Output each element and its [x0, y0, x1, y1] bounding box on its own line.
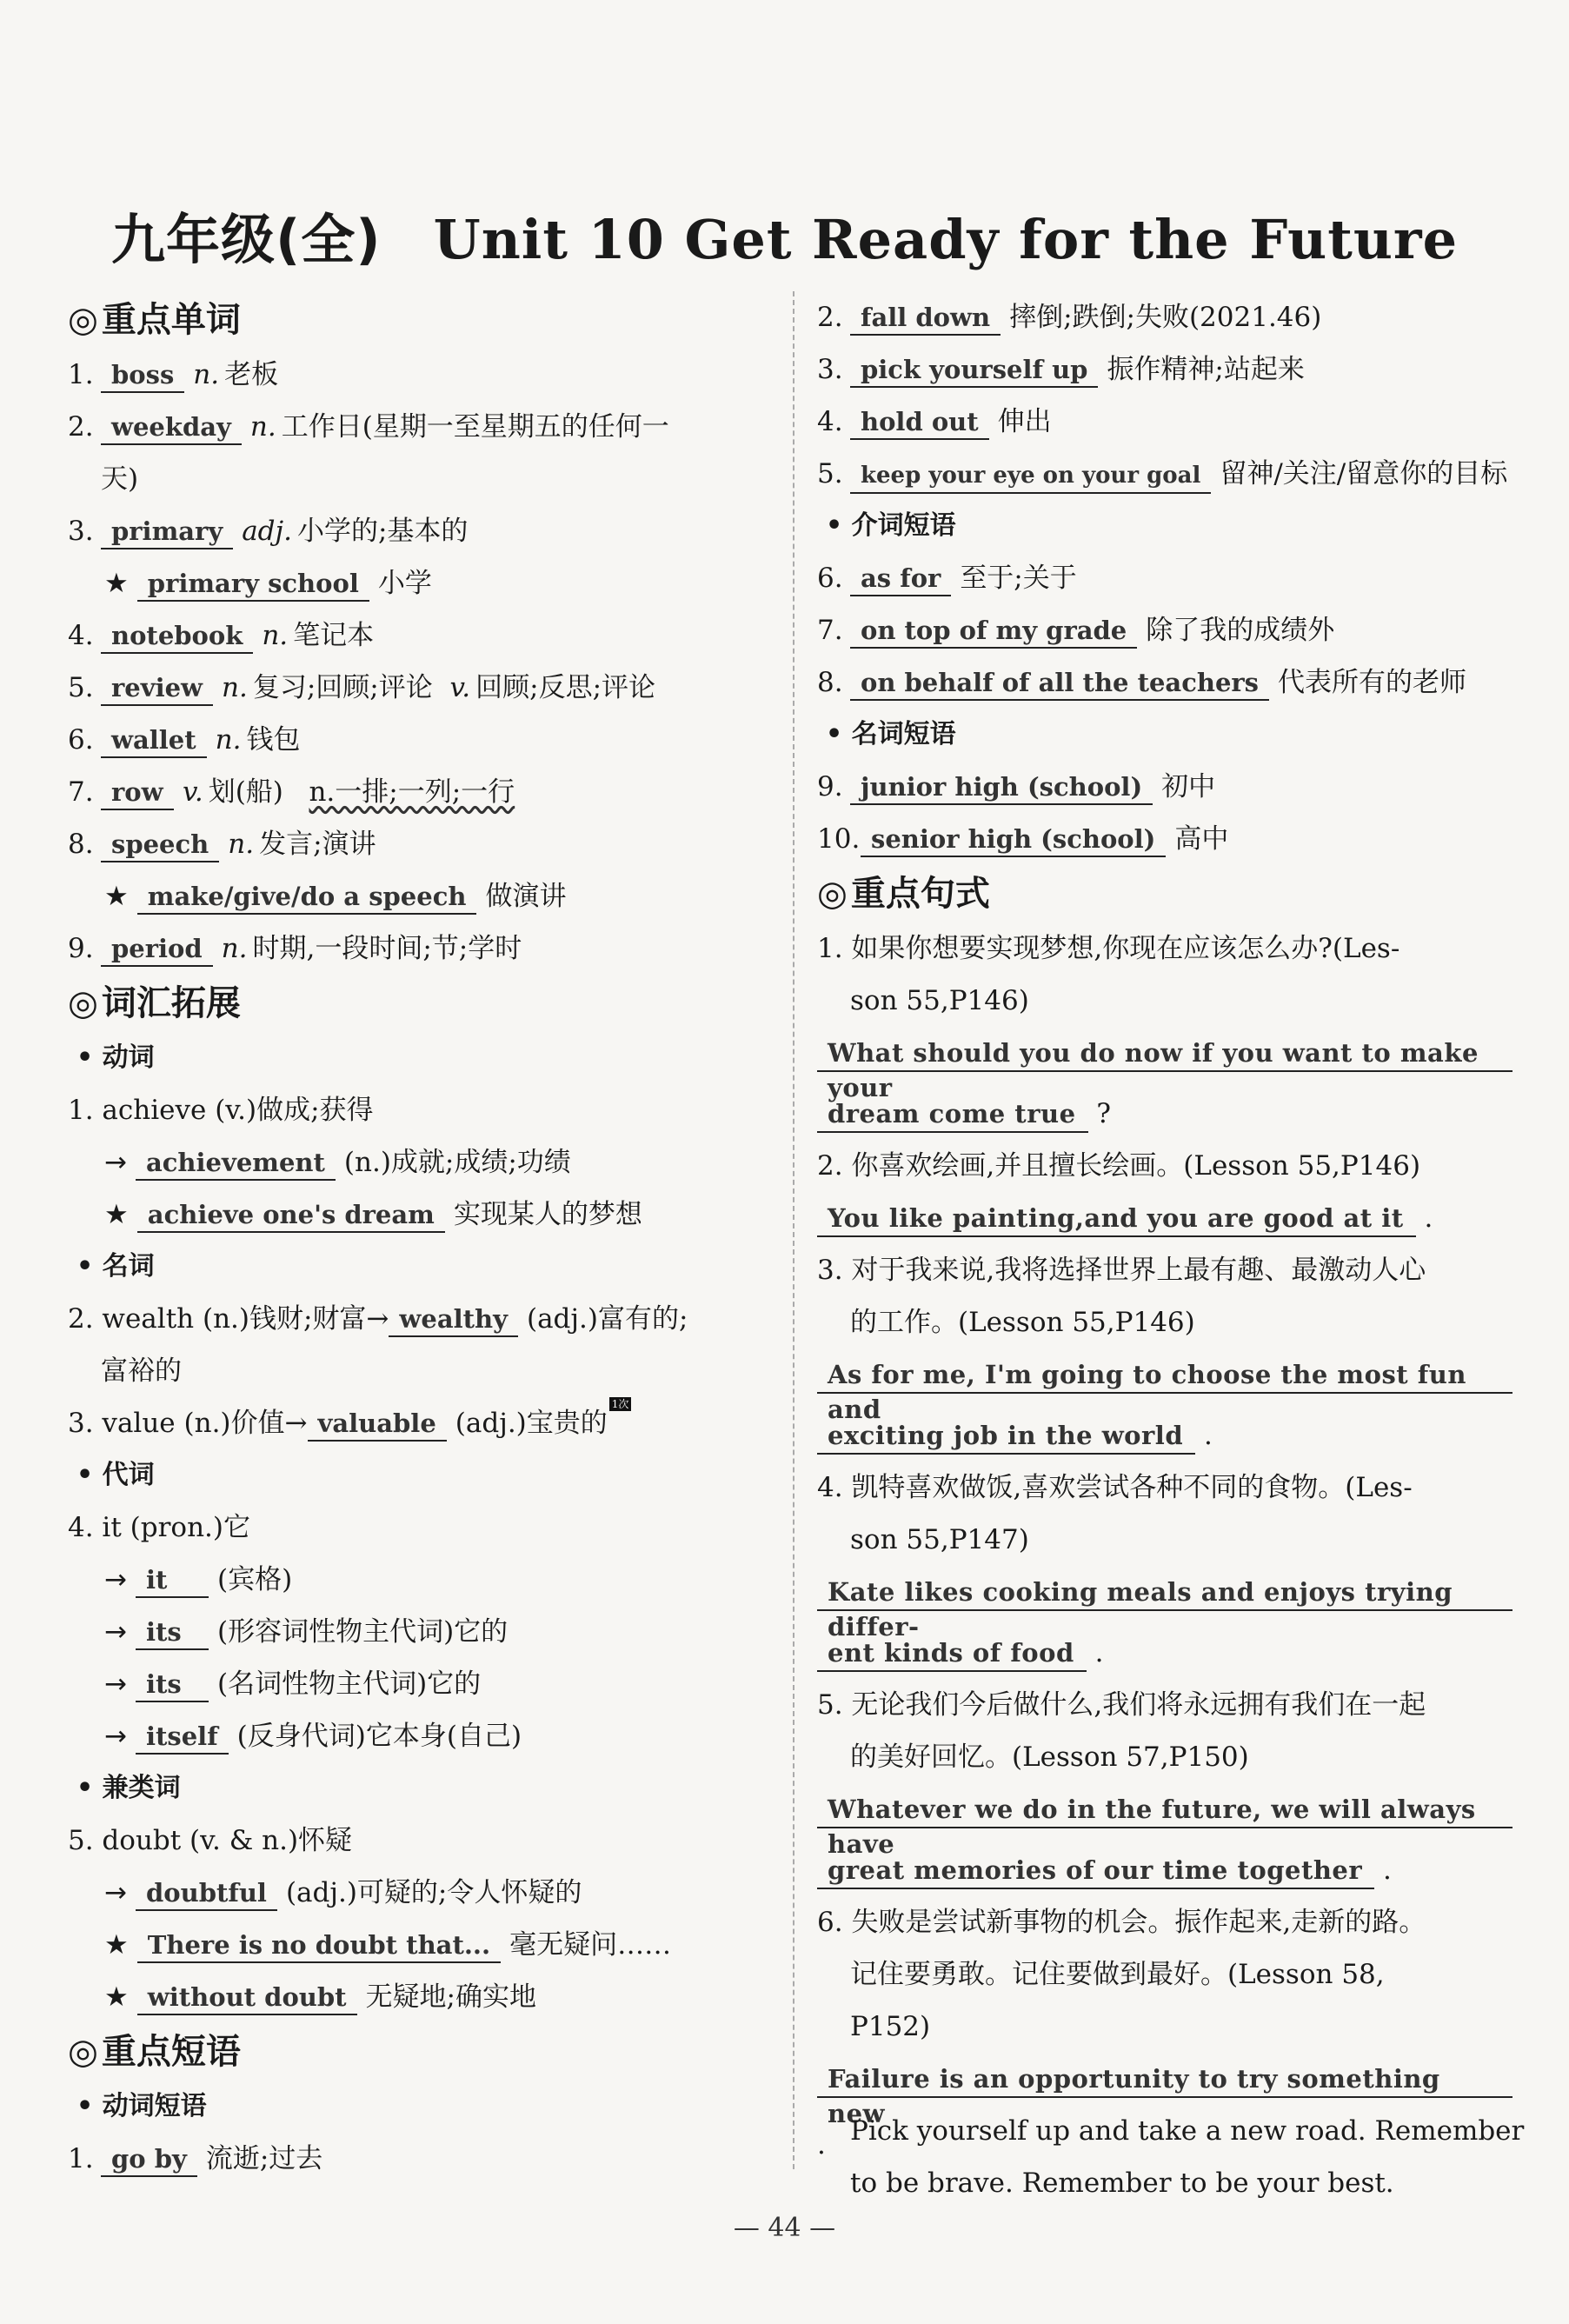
word-item: 7. row v. 划(船) n.一排;一列;一行 [68, 766, 781, 818]
phrase-item: 6. as for 至于;关于 [817, 552, 1512, 604]
word-extension: ★ make/give/do a speech 做演讲 [68, 870, 781, 922]
phrase-item: 4. hold out 伸出 [817, 396, 1512, 448]
sentence-item-5: 5. 无论我们今后做什么,我们将永远拥有我们在一起 的美好回忆。(Lesson 57,P150) Whatever we do in the future, we will always have great memories of our time together . [817, 1679, 1512, 1896]
left-column [68, 291, 781, 2185]
subheading-noun-phrases: • 名词短语 [826, 719, 956, 749]
phrase-item: 9. junior high (school) 初中 [817, 761, 1512, 813]
word-item: 4. notebook n. 笔记本 [68, 609, 781, 662]
title-unit: Unit 10 Get Ready for the Future [433, 208, 1459, 271]
arrow-right-icon: → [104, 1147, 127, 1178]
arrow-right-icon: → [104, 1616, 127, 1648]
page-number: — 44 — [733, 2213, 836, 2243]
word-item: 8. speech n. 发言;演讲 [68, 818, 781, 870]
phrase-item: 5. keep your eye on your goal 留神/关注/留意你的目标 [817, 448, 1512, 500]
extension-item: 5. doubt (v. & n.)怀疑 [68, 1825, 353, 1856]
extension-derivative: → it (宾格) [68, 1554, 781, 1606]
title-grade: 九年级(全) [110, 208, 382, 271]
subheading-multi-class: • 兼类词 [76, 1773, 181, 1803]
arrow-right-icon: → [104, 1668, 127, 1700]
extension-derivative: → achievement (n.)成就;成绩;功绩 [68, 1136, 781, 1189]
section-heading-key-phrases: ◎ 重点短语 [68, 2032, 241, 2072]
star-icon: ★ [104, 1981, 129, 2013]
extension-derivative: → its (形容词性物主代词)它的 [68, 1606, 781, 1658]
extension-phrase: ★ There is no doubt that... 毫无疑问…… [68, 1919, 781, 1971]
extension-derivative: → doubtful (adj.)可疑的;令人怀疑的 [68, 1867, 781, 1919]
subheading-prep-phrases: • 介词短语 [826, 510, 956, 541]
arrow-right-icon: → [104, 1721, 127, 1752]
section-heading-key-sentences: ◎ 重点句式 [817, 874, 990, 914]
word-item: 5. review n. 复习;回顾;评论 v. 回顾;反思;评论 [68, 662, 781, 714]
phrase-item: 7. on top of my grade 除了我的成绩外 [817, 604, 1512, 656]
phrase-item: 10. senior high (school) 高中 [817, 813, 1512, 865]
phrase-item: 1. go by 流逝;过去 [68, 2133, 781, 2185]
page-title [0, 196, 1569, 274]
extension-item: 4. it (pron.)它 [68, 1512, 250, 1543]
word-item: 3. primary adj. 小学的;基本的 [68, 505, 781, 557]
extension-phrase: ★ without doubt 无疑地;确实地 [68, 1971, 781, 2023]
column-divider [793, 291, 794, 2169]
extension-item: 3. value (n.)价值→ valuable (adj.)宝贵的1次 [68, 1397, 781, 1449]
sentence-item-1: 1. 如果你想要实现梦想,你现在应该怎么办?(Les- son 55,P146) What should you do now if you want to make your dream come true ? [817, 922, 1512, 1140]
arrow-right-icon: → [104, 1877, 127, 1908]
star-icon: ★ [104, 881, 129, 912]
extension-derivative: → its (名词性物主代词)它的 [68, 1658, 781, 1710]
extension-item-continued: 富裕的 [101, 1355, 182, 1387]
right-column [817, 291, 1525, 2209]
extension-phrase: ★ achieve one's dream 实现某人的梦想 [68, 1189, 781, 1241]
section-heading-vocabulary-extension: ◎ 词汇拓展 [68, 983, 241, 1023]
sentence-item-2: 2. 你喜欢绘画,并且擅长绘画。(Lesson 55,P146) You like painting,and you are good at it . [817, 1140, 1512, 1244]
word-item-continued: 天) [101, 463, 139, 495]
sentence-item-4: 4. 凯特喜欢做饭,喜欢尝试各种不同的食物。(Les- son 55,P147) Kate likes cooking meals and enjoys trying differ- ent kinds of food . [817, 1462, 1512, 1679]
phrase-item: 8. on behalf of all the teachers 代表所有的老师 [817, 656, 1512, 709]
extension-item: 2. wealth (n.)钱财;财富→ wealthy (adj.)富有的; [68, 1293, 781, 1345]
subheading-pronoun: • 代词 [76, 1460, 155, 1490]
section-heading-key-words: ◎ 重点单词 [68, 300, 241, 340]
word-extension: ★ primary school 小学 [68, 557, 781, 609]
star-icon: ★ [104, 568, 129, 599]
word-item: 6. wallet n. 钱包 [68, 714, 781, 766]
word-item: 1. boss n. 老板 [68, 349, 781, 401]
arrow-right-icon: → [104, 1564, 127, 1595]
sentence-item-3: 3. 对于我来说,我将选择世界上最有趣、最激动人心 的工作。(Lesson 55,P146) As for me, I'm going to choose the most fun and exciting job in the world . [817, 1244, 1512, 1462]
extension-item: 1. achieve (v.)做成;获得 [68, 1095, 374, 1126]
subheading-noun: • 名词 [76, 1251, 155, 1282]
word-item: 2. weekday n. 工作日(星期一至星期五的任何一 [68, 401, 781, 453]
sentence-item-6: 6. 失败是尝试新事物的机会。振作起来,走新的路。 记住要勇敢。记住要做到最好。(Lesson 58, P152) Failure is an opportunity to try something new . Pick yourself up and take a new road. Remember to be brave. Remember to be your best. [817, 1907, 1525, 2199]
star-icon: ★ [104, 1929, 129, 1961]
word-item: 9. period n. 时期,一段时间;节;学时 [68, 922, 781, 975]
extension-derivative: → itself (反身代词)它本身(自己) [68, 1710, 781, 1762]
frequency-badge: 1次 [609, 1397, 632, 1411]
phrase-item: 3. pick yourself up 振作精神;站起来 [817, 343, 1512, 396]
subheading-verb: • 动词 [76, 1042, 155, 1073]
phrase-item: 2. fall down 摔倒;跌倒;失败(2021.46) [817, 291, 1512, 343]
subheading-verb-phrases: • 动词短语 [76, 2091, 207, 2121]
star-icon: ★ [104, 1199, 129, 1230]
